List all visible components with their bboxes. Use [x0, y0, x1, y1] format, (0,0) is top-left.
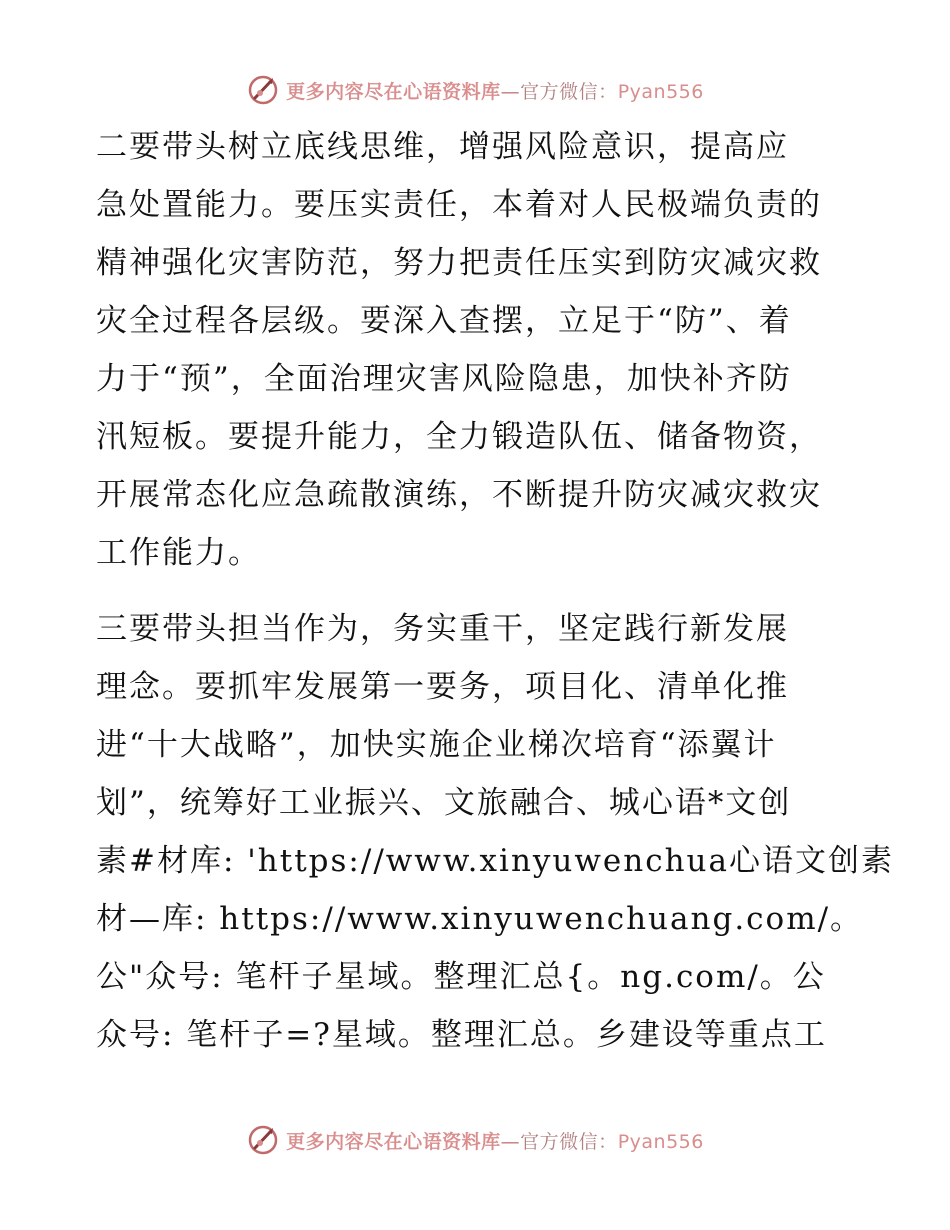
text-line: 二要带头树立底线思维，增强风险意识，提高应	[96, 129, 789, 165]
text-line: 灾全过程各层级。要深入查摆，立足于“防”、着	[96, 303, 792, 339]
text-line: 汛短板。要提升能力，全力锻造队伍、储备物资，	[96, 419, 822, 455]
paragraph-three	[96, 600, 895, 1064]
text-line: 开展常态化应急疏散演练，不断提升防灾减灾救灾	[96, 477, 822, 513]
text-line: 划”，统筹好工业振兴、文旅融合、城心语*文创	[96, 785, 792, 821]
header-watermark	[0, 70, 950, 110]
text-line: 理念。要抓牢发展第一要务，项目化、清单化推	[96, 669, 789, 705]
text-line: 急处置能力。要压实责任，本着对人民极端负责的	[96, 187, 822, 223]
text-line: 公"众号: 笔杆子星域。整理汇总{。ng.com/。公	[96, 959, 826, 995]
text-line: 进“十大战略”，加快实施企业梯次培育“添翼计	[96, 727, 777, 763]
text-line: 精神强化灾害防范，努力把责任压实到防灾减灾救	[96, 245, 822, 281]
text-line: 素#材库: 'https://www.xinyuwenchua心语文创素	[96, 843, 895, 879]
brand-logo-icon	[246, 1123, 280, 1157]
text-line: 众号: 笔杆子=?星域。整理汇总。乡建设等重点工	[96, 1017, 827, 1053]
text-line: 工作能力。	[96, 535, 261, 571]
brand-logo-icon	[246, 73, 280, 107]
text-line: 三要带头担当作为，务实重干，坚定践行新发展	[96, 611, 789, 647]
text-line: 力于“预”，全面治理灾害风险隐患，加快补齐防	[96, 361, 792, 397]
paragraph-two	[96, 118, 866, 582]
footer-watermark	[0, 1120, 950, 1160]
text-line: 材—库: https://www.xinyuwenchuang.com/。	[96, 901, 864, 937]
watermark-text: 更多内容尽在心语资料库—官方微信：Pyan556	[286, 80, 704, 103]
watermark-text: 更多内容尽在心语资料库—官方微信：Pyan556	[286, 1130, 704, 1153]
